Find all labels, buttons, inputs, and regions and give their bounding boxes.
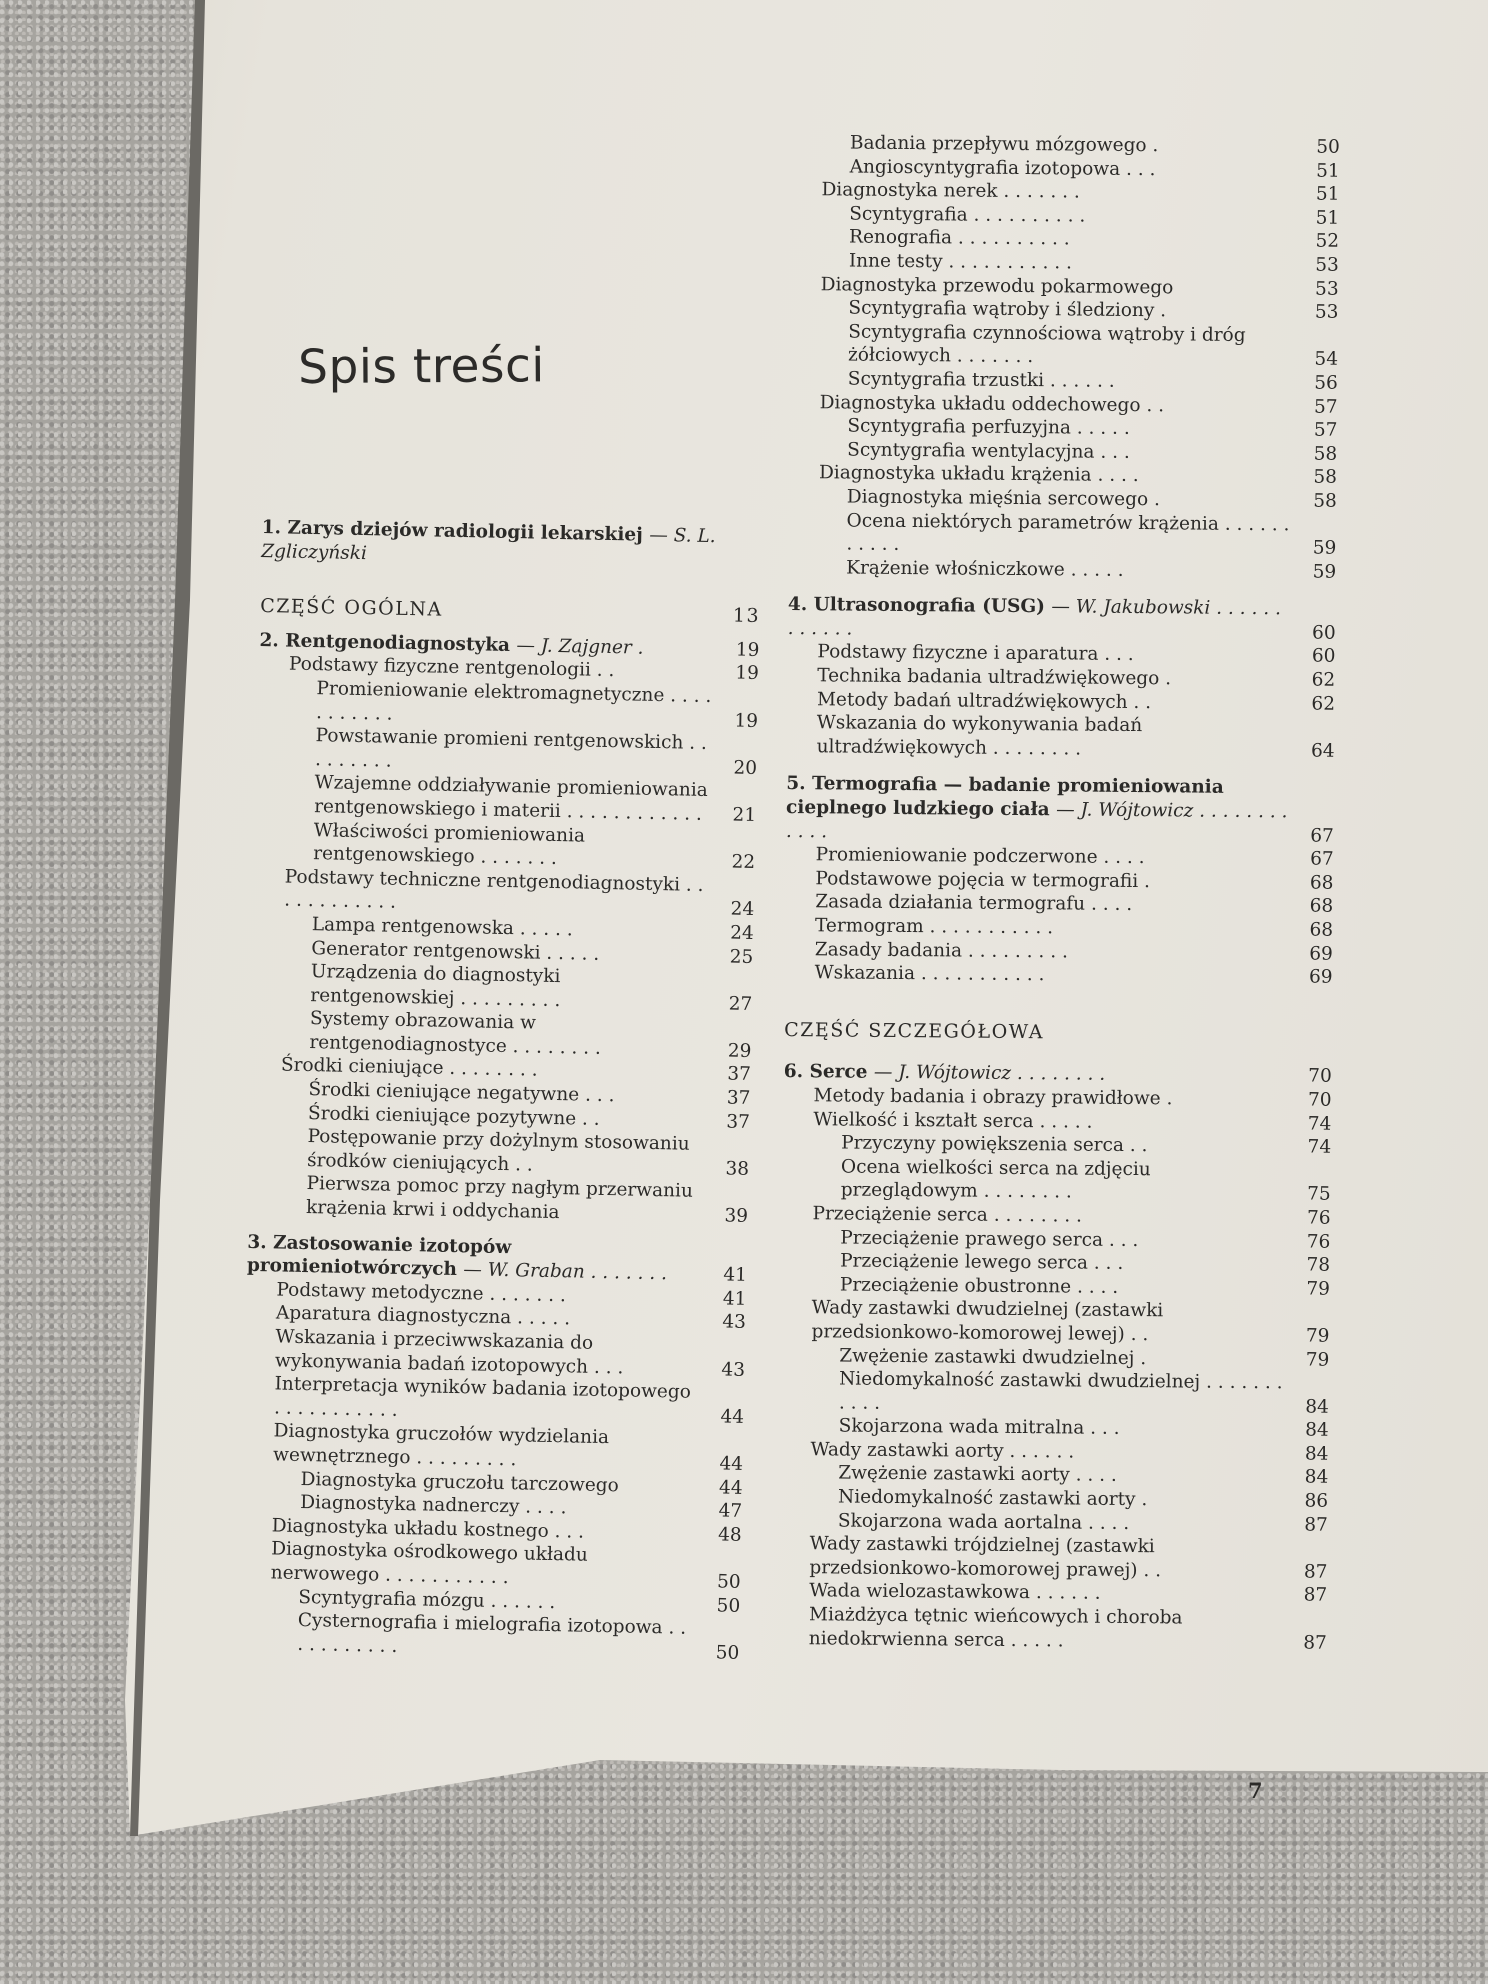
toc-entry-title: CZĘŚĆ SZCZEGÓŁOWA	[784, 1018, 1045, 1044]
toc-page-number: 74	[1307, 1113, 1332, 1135]
toc-page-number: 20	[733, 757, 758, 779]
toc-page-number: 79	[1305, 1325, 1330, 1347]
toc-chapter-entry	[788, 593, 1336, 645]
toc-page-number: 64	[1310, 740, 1335, 762]
toc-entry-title: Zwężenie zastawki aorty . . . .	[838, 1462, 1117, 1487]
toc-page-number: 76	[1306, 1231, 1331, 1253]
toc-entry-title: 5. Termografia — badanie promieniowania cieplnego ludzkiego ciała	[786, 773, 1224, 821]
toc-page-number: 87	[1303, 1561, 1328, 1583]
toc-entry-title: Diagnostyka gruczołów wydzielania wewnętrznego . . . . . . . . .	[272, 1420, 610, 1471]
toc-entry-author: — J. Zajgner .	[516, 634, 644, 659]
toc-entry	[839, 1368, 1329, 1419]
toc-entry-title: Diagnostyka gruczołu tarczowego	[300, 1468, 619, 1496]
toc-entry-title: Skojarzona wada aortalna . . . .	[837, 1510, 1130, 1534]
toc-section-heading	[260, 595, 760, 629]
toc-entry-title: 4. Ultrasonografia (USG)	[787, 594, 1046, 618]
page-number: 7	[1248, 1778, 1263, 1803]
toc-page-number: 60	[1312, 622, 1336, 644]
toc-page-number: 62	[1311, 693, 1336, 715]
toc-section-heading	[784, 1019, 1332, 1047]
toc-page-number: 58	[1313, 490, 1337, 512]
toc-page-number: 51	[1315, 183, 1340, 205]
toc-entry-title: Promieniowanie podczerwone . . . .	[815, 844, 1145, 869]
toc-entry-title: Badania przepływu mózgowego .	[849, 132, 1159, 157]
toc-entry-title: Środki cieniujące pozytywne . .	[307, 1102, 600, 1130]
toc-page-number: 44	[718, 1476, 743, 1499]
toc-page-number: 43	[721, 1358, 746, 1381]
toc-entry-title: Wada wielozastawkowa . . . . . .	[809, 1580, 1101, 1605]
toc-page-number: 37	[727, 1063, 752, 1086]
toc-entry	[817, 711, 1335, 763]
toc-entry-title: Podstawy fizyczne i aparatura . . .	[817, 641, 1134, 666]
toc-page-number: 74	[1307, 1136, 1332, 1158]
toc-page-number: 59	[1312, 561, 1337, 583]
toc-page-number: 19	[734, 710, 759, 732]
toc-entry-title: Postępowanie przy dożylnym stosowaniu środków cieniujących . .	[306, 1126, 690, 1176]
toc-entry-title: Scyntygrafia wentylacyjna . . .	[847, 439, 1130, 463]
toc-page-number: 47	[718, 1500, 743, 1522]
toc-entry-title: Diagnostyka ośrodkowego układu nerwowego . . . . . . . . . . .	[270, 1538, 588, 1589]
toc-page-number: 58	[1313, 443, 1338, 465]
toc-entry	[846, 556, 1336, 584]
toc-entry-title: Przeciążenie serca . . . . . . . .	[812, 1203, 1083, 1227]
toc-page-number: 78	[1306, 1254, 1331, 1276]
toc-entry-title: Diagnostyka układu krążenia . . . .	[818, 462, 1139, 487]
toc-entry-title: Metody badań ultradźwiękowych . .	[816, 688, 1152, 713]
toc-page-number: 43	[722, 1311, 747, 1334]
toc-entry-title: Scyntygrafia perfuzyjna . . . . .	[847, 415, 1130, 440]
toc-page-number: 87	[1304, 1514, 1328, 1536]
toc-page-number: 62	[1311, 669, 1336, 691]
toc-left-column	[239, 516, 762, 1665]
toc-page-number: 75	[1307, 1183, 1331, 1206]
toc-entry-title: 6. Serce	[783, 1061, 868, 1084]
toc-entry-title: Wskazania . . . . . . . . . . .	[814, 962, 1045, 986]
toc-page-number: 25	[729, 945, 754, 968]
toc-entry-title: Wskazania do wykonywania badań ultradźwiękowych . . . . . . . .	[816, 712, 1143, 760]
toc-page-number: 84	[1305, 1396, 1329, 1418]
toc-page-number: 13	[732, 604, 761, 628]
toc-page-number: 54	[1314, 348, 1339, 371]
toc-page-number: 19	[735, 639, 760, 661]
toc-entry-title: Niedomykalność zastawki dwudzielnej . . . . . . . . . . .	[838, 1368, 1283, 1414]
toc-page-number: 68	[1309, 895, 1334, 918]
toc-entry-title: Systemy obrazowania w rentgenodiagnostyce . . . . . . . .	[309, 1008, 602, 1059]
toc-page-number: 53	[1314, 301, 1339, 323]
toc-entry-title: Metody badania i obrazy prawidłowe .	[813, 1085, 1173, 1110]
toc-entry-title: Podstawy metodyczne . . . . . . .	[276, 1279, 567, 1307]
toc-entry-title: Scyntygrafia trzustki . . . . . .	[847, 368, 1115, 392]
toc-entry	[809, 1603, 1327, 1655]
toc-page-number: 57	[1313, 419, 1338, 441]
toc-page-number: 39	[724, 1205, 749, 1227]
toc-page-number: 24	[730, 898, 755, 921]
toc-entry-title: Skojarzona wada mitralna . . .	[838, 1415, 1120, 1440]
toc-entry-title: Ocena niektórych parametrów krążenia . . . . . . . . . . .	[846, 509, 1290, 556]
toc-entry-title: Scyntygrafia czynnościowa wątroby i dróg żółciowych . . . . . . .	[847, 321, 1246, 368]
toc-page-number: 38	[725, 1158, 750, 1180]
toc-page-number: 69	[1309, 943, 1333, 965]
toc-entry-title: Powstawanie promieni rentgenowskich . . . . . . . . .	[314, 725, 708, 772]
toc-page-number: 37	[726, 1111, 751, 1133]
toc-page-number: 24	[729, 922, 754, 944]
toc-entry	[848, 320, 1338, 371]
toc-entry-title: Zasada działania termografu . . . .	[815, 891, 1133, 916]
toc-page-number: 69	[1308, 966, 1333, 988]
toc-page-number: 87	[1303, 1584, 1328, 1607]
toc-page-number: 84	[1304, 1443, 1329, 1465]
toc-page-number: 57	[1313, 396, 1338, 418]
toc-page-number: 44	[720, 1406, 745, 1428]
toc-page-number: 22	[731, 851, 756, 874]
toc-entry-title: Przyczyny powiększenia serca . .	[841, 1132, 1148, 1157]
toc-entry-title: Lampa rentgenowska . . . . .	[311, 913, 573, 941]
toc-page-number: 70	[1307, 1089, 1332, 1111]
toc-entry	[841, 1155, 1331, 1206]
page-title: Spis treści	[298, 338, 546, 395]
toc-entry-title: Wady zastawki aorty . . . . . .	[810, 1439, 1075, 1463]
toc-entry-title: Diagnostyka układu kostnego . . .	[271, 1515, 585, 1543]
toc-entry-title: Generator rentgenowski . . . . .	[311, 937, 600, 965]
toc-entry-title: Angioscyntygrafia izotopowa . . .	[849, 156, 1156, 180]
toc-page-number: 41	[722, 1288, 747, 1310]
toc-page-number: 41	[723, 1264, 748, 1287]
toc-page-number: 67	[1310, 848, 1334, 870]
toc-entry-title: Renografia . . . . . . . . . .	[848, 226, 1070, 250]
toc-page-number: 67	[1310, 825, 1334, 847]
toc-entry-title: Środki cieniujące negatywne . . .	[308, 1079, 615, 1107]
toc-page-number: 48	[717, 1524, 742, 1546]
toc-page-number: 60	[1311, 646, 1336, 668]
toc-page-number: 50	[716, 1594, 741, 1617]
toc-entry	[815, 961, 1333, 989]
toc-page-number: 21	[732, 804, 757, 826]
toc-entry-title: Środki cieniujące . . . . . . . .	[280, 1054, 538, 1082]
toc-entry	[811, 1297, 1329, 1349]
toc-entry-title: Ocena wielkości serca na zdjęciu przeglądowym . . . . . . . .	[840, 1156, 1151, 1203]
toc-page-number: 56	[1314, 372, 1338, 394]
toc-page-number: 87	[1303, 1632, 1327, 1654]
toc-entry-title: Wady zastawki trójdzielnej (zastawki przedsionkowo-komorowej prawej) . .	[809, 1533, 1162, 1582]
toc-page-number: 53	[1315, 278, 1339, 300]
toc-entry	[297, 1609, 740, 1665]
toc-page-number: 59	[1312, 537, 1337, 559]
toc-entry-title: Cysternografia i mielografia izotopowa . . . . . . . . . . .	[297, 1610, 687, 1657]
toc-entry-title: Inne testy . . . . . . . . . . .	[848, 250, 1073, 274]
toc-entry-title: Przeciążenie prawego serca . . .	[840, 1226, 1139, 1251]
toc-entry	[306, 1172, 749, 1228]
toc-entry-title: Diagnostyka nerek . . . . . . .	[821, 179, 1080, 203]
toc-entry-title: Miażdżyca tętnic wieńcowych i choroba niedokrwienna serca . . . . .	[808, 1604, 1183, 1652]
toc-entry	[809, 1532, 1327, 1584]
toc-page-number: 70	[1308, 1065, 1332, 1088]
toc-page-number: 58	[1313, 466, 1338, 489]
toc-entry	[846, 509, 1336, 560]
toc-entry-title: Wielkość i kształt serca . . . . .	[813, 1108, 1093, 1133]
toc-page-number	[731, 573, 761, 574]
toc-entry-title: Niedomykalność zastawki aorty .	[837, 1486, 1148, 1511]
toc-entry-title: Podstawy techniczne rentgenodiagnostyki . . . . . . . . . . . .	[284, 866, 704, 914]
toc-entry-title: CZĘŚĆ OGÓLNA	[259, 595, 443, 621]
toc-entry-title: Wady zastawki dwudzielnej (zastawki przedsionkowo-komorowej lewej) . .	[811, 1297, 1164, 1346]
toc-entry-title: 2. Rentgenodiagnostyka	[259, 629, 511, 656]
toc-chapter-entry	[261, 516, 762, 573]
toc-entry-title: Podstawowe pojęcia w termografii .	[815, 868, 1151, 892]
toc-entry-author: — W. Graban . . . . . . .	[463, 1259, 668, 1285]
toc-entry-title: Scyntygrafia . . . . . . . . . .	[849, 203, 1086, 227]
toc-entry-title: Diagnostyka mięśnia sercowego .	[846, 486, 1161, 511]
toc-entry-title: 1. Zarys dziejów radiologii lekarskiej	[261, 516, 644, 546]
toc-entry-author: — W. Jakubowski . . . . . . . . . . . .	[787, 596, 1281, 640]
toc-entry-title: Krążenie włośniczkowe . . . . .	[846, 557, 1124, 581]
toc-page-number: 79	[1305, 1349, 1330, 1371]
toc-entry-title: Scyntygrafia mózgu . . . . . .	[298, 1586, 556, 1613]
toc-entry-title: Diagnostyka nadnerczy . . . .	[299, 1492, 567, 1519]
toc-page-number: 53	[1315, 254, 1339, 276]
toc-right-column	[779, 131, 1340, 1655]
toc-page-number: 27	[728, 993, 753, 1015]
toc-entry-title: Termogram . . . . . . . . . . .	[814, 915, 1054, 939]
toc-entry-title: Urządzenia do diagnostyki rentgenowskiej . . . . . . . . .	[310, 961, 561, 1011]
toc-entry-title: Technika badania ultradźwiękowego .	[817, 665, 1172, 690]
toc-entry-title: Wzajemne oddziaływanie promieniowania rentgenowskiego i materii . . . . . . . . . . . .	[313, 772, 708, 825]
toc-entry-title: Promieniowanie elektromagnetyczne . . . . . . . . . . .	[315, 678, 712, 725]
toc-entry-author: — S. L. Zgliczyński	[261, 524, 716, 564]
toc-page-number: 37	[726, 1087, 751, 1109]
toc-page-number: 51	[1316, 160, 1340, 182]
toc-page-number: 68	[1309, 872, 1334, 894]
toc-entry-title: Zwężenie zastawki dwudzielnej .	[839, 1344, 1147, 1369]
toc-entry-title: Wskazania i przeciwwskazania do wykonywania badań izotopowych . . .	[274, 1326, 624, 1379]
toc-chapter-entry	[786, 772, 1335, 848]
toc-page-number: 68	[1309, 919, 1334, 941]
toc-entry-title: 3. Zastosowanie izotopów promieniotwórczych	[246, 1231, 512, 1281]
toc-entry-title: Interpretacja wyników badania izotopowego . . . . . . . . . . .	[273, 1373, 692, 1421]
toc-entry-title: Przeciążenie obustronne . . . .	[839, 1274, 1119, 1298]
toc-entry-title: Aparatura diagnostyczna . . . . .	[275, 1302, 571, 1330]
toc-entry-author: — J. Wójtowicz . . . . . . . .	[873, 1062, 1106, 1086]
toc-entry-title: Podstawy fizyczne rentgenologii . .	[288, 653, 615, 682]
toc-page-number: 19	[735, 662, 760, 685]
toc-page-number: 29	[727, 1040, 752, 1062]
toc-entry-title: Pierwsza pomoc przy nagłym przerwaniu krążenia krwi i oddychania	[305, 1173, 694, 1224]
toc-page-number: 76	[1306, 1207, 1331, 1229]
toc-page-number: 50	[1316, 136, 1340, 158]
toc-entry-title: Przeciążenie lewego serca . . .	[840, 1250, 1124, 1275]
toc-page-number: 52	[1315, 230, 1340, 253]
toc-page-number: 79	[1306, 1278, 1331, 1300]
toc-entry-title: Diagnostyka układu oddechowego . .	[819, 391, 1165, 416]
toc-entry-title: Zasady badania . . . . . . . . .	[814, 938, 1068, 963]
toc-entry-title: Diagnostyka przewodu pokarmowego	[820, 273, 1174, 298]
toc-page-number: 86	[1304, 1490, 1329, 1512]
toc-entry-title: Scyntygrafia wątroby i śledziony .	[848, 297, 1167, 322]
toc-entry-author: — J. Wójtowicz . . . . . . . . . . . .	[785, 799, 1288, 842]
toc-page-number: 50	[715, 1642, 740, 1664]
toc-page-number: 51	[1315, 207, 1340, 229]
toc-page-number: 44	[719, 1453, 744, 1475]
toc-entry-title: Właściwości promieniowania rentgenowskiego . . . . . . .	[313, 819, 586, 870]
toc-page-number: 84	[1304, 1466, 1329, 1489]
toc-page-number: 50	[716, 1571, 741, 1593]
toc-page-number: 84	[1305, 1419, 1329, 1442]
